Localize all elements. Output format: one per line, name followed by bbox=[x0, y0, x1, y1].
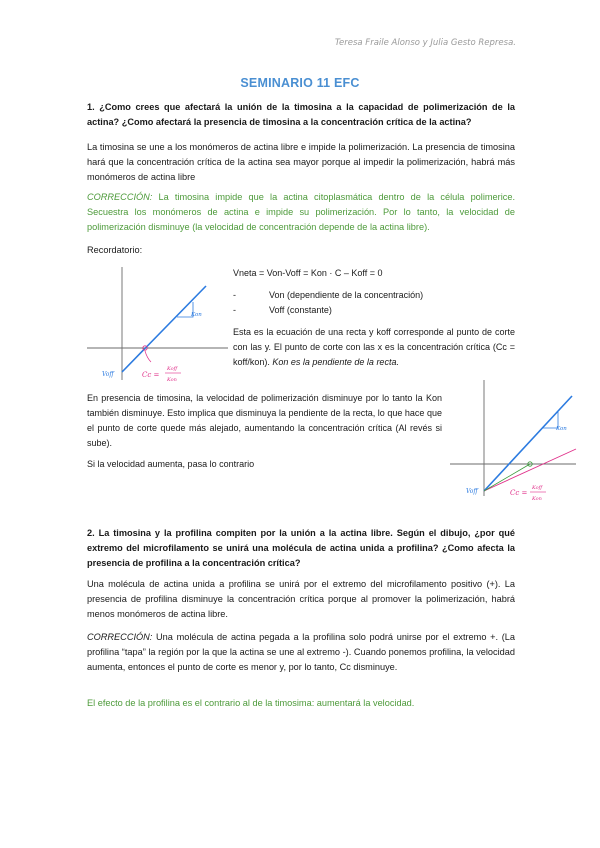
bullet-voff-dash: - bbox=[233, 305, 236, 315]
correction-2-label: CORRECCIÓN: bbox=[87, 632, 153, 642]
answer-2: Una molécula de actina unida a profilina se unirá por el extremo del microfilamento positivo (+). La presencia de profilina disminuye la concentración crítica porque al promover la polimerización, habrá menos monómeros de actina libre. bbox=[87, 579, 515, 619]
graph-2-frac-den: Kon bbox=[532, 496, 542, 502]
equation-explanation-italic: Kon es la pendiente de la recta. bbox=[272, 357, 399, 367]
equation: Vneta = Von-Voff = Kon · C – Koff = 0 bbox=[233, 268, 383, 278]
graph-1-slope-label: Kon bbox=[191, 312, 202, 318]
graph-1-frac-den: Kon bbox=[167, 377, 177, 383]
graph-1-y-label: Voff bbox=[102, 371, 114, 378]
graph-2-y-label: Voff bbox=[466, 488, 478, 495]
correction-2-text: Una molécula de actina pegada a la profilina solo podrá unirse por el extremo +. (La profilina “tapa” la región por la que la actina se une al extremo -). Cuando ponemos profilina, la velocidad aumenta, entonces el punto de corte es menor y, por lo tanto, Cc disminuye. bbox=[87, 632, 515, 672]
bullet-von-text: Von (dependiente de la concentración) bbox=[269, 290, 424, 300]
equation-explanation bbox=[233, 325, 515, 370]
graph-1-line-blue bbox=[122, 286, 206, 372]
question-1: 1. ¿Como crees que afectará la unión de la timosina a la capacidad de polimerización de la actina? ¿Como afectará la presencia de timosina a la concentración crítica de la actina? bbox=[87, 102, 515, 127]
bullet-voff-text: Voff (constante) bbox=[269, 305, 332, 315]
bullet-von-dash: - bbox=[233, 290, 236, 300]
graph-2-line-blue bbox=[484, 396, 572, 491]
graph-1-cc-label: Cc = bbox=[142, 371, 160, 379]
graph-2-line-green bbox=[484, 464, 530, 491]
graph-1 bbox=[85, 262, 230, 387]
reminder-label: Recordatorio: bbox=[87, 245, 143, 255]
inverse-note: Si la velocidad aumenta, pasa lo contrario bbox=[87, 459, 255, 469]
graph-1-cc-arrow bbox=[145, 351, 151, 362]
correction-1 bbox=[87, 190, 515, 235]
page-title: SEMINARIO 11 EFC bbox=[240, 76, 360, 90]
graph-2-slope-label: Kon bbox=[556, 426, 567, 432]
graph-2 bbox=[448, 378, 578, 503]
document-header-authors: Teresa Fraile Alonso y Julia Gesto Represa. bbox=[334, 38, 516, 48]
graph-2-cc-label: Cc = bbox=[510, 489, 528, 497]
graph-2-line-pink bbox=[484, 449, 576, 491]
bullet-voff bbox=[233, 305, 332, 315]
correction-1-label: CORRECCIÓN: bbox=[87, 192, 153, 202]
answer-1: La timosina se une a los monómeros de actina libre e impide la polimerización. La presencia de timosina hará que la concentración crítica de la actina sea mayor porque al impedir la polimerización, habrá más monómeros de actina libre bbox=[87, 142, 515, 182]
equation-explanation-text: Esta es la ecuación de una recta y koff corresponde al punto de corte con las y. El punto de corte con las x es la concentración crítica (Cc = koff/kon). bbox=[233, 327, 515, 367]
thymosin-effect: En presencia de timosina, la velocidad de polimerización disminuye por lo tanto la Kon también disminuye. Esto implica que disminuya la pendiente de la recta, lo que hace que el punto de corte quede más alejado, aumentando la concentración crítica (Al revés si sube). bbox=[87, 393, 442, 448]
bullet-von bbox=[233, 290, 423, 300]
correction-2 bbox=[87, 630, 515, 675]
graph-2-frac-num: Koff bbox=[532, 485, 543, 491]
graph-1-frac-num: Koff bbox=[167, 366, 178, 372]
profilin-effect: El efecto de la profilina es el contrario al de la timosima: aumentará la velocidad. bbox=[87, 698, 415, 708]
correction-1-text: La timosina impide que la actina citoplasmática dentro de la célula polimerice. Secuestra los monómeros de actina e impide su polimerización. Por lo tanto, la velocidad de polimerización disminuye (la velocidad de concentración depende de la actina libre). bbox=[87, 192, 515, 232]
question-2: 2. La timosina y la profilina compiten por la unión a la actina libre. Según el dibujo, ¿por qué extremo del microfilamento se unirá una molécula de actina unida a profilina? ¿Como afecta la presencia de profilina a la concentración crítica? bbox=[87, 528, 515, 568]
